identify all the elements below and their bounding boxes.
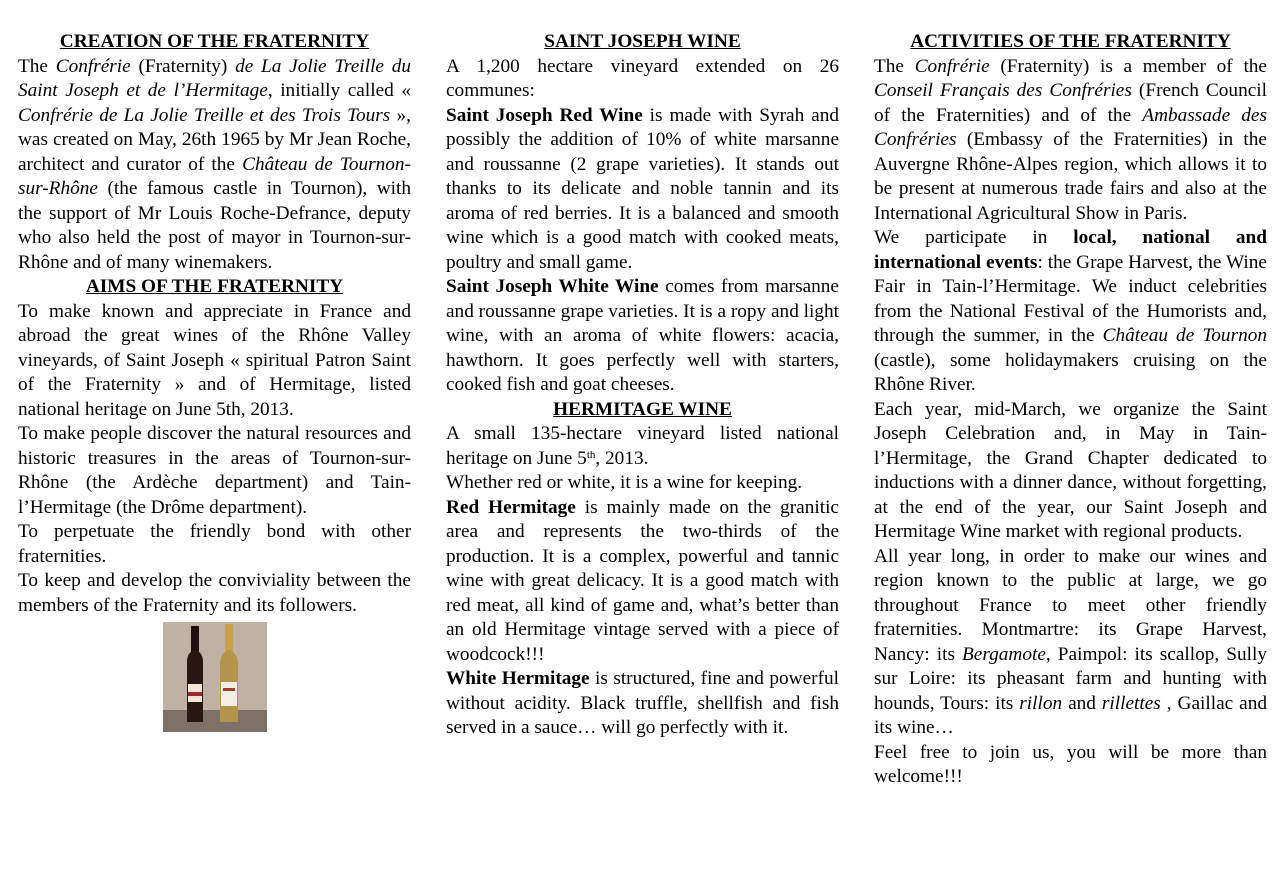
text-run: To perpetuate the friendly bond with other fraternities.	[18, 521, 411, 567]
bold-text: local, national and international events	[874, 227, 1267, 273]
text-run: We participate in	[874, 227, 1074, 248]
column-wines	[446, 30, 839, 741]
paragraph	[18, 300, 411, 423]
text-run: All year long, in order to make our wines and region known to the public at large, we go throughout France to meet other friendly fraternities. Montmartre: its Grape Harvest, Nancy: its	[874, 545, 1267, 665]
paragraph	[446, 55, 839, 104]
italic-text: Confrérie	[914, 55, 990, 77]
text-run: The	[874, 55, 915, 77]
italic-text: de La Jolie Treille du Saint Joseph et de l’Hermitage	[18, 55, 412, 101]
italic-text: Confrérie	[55, 55, 131, 77]
text-run: A 1,200 hectare vineyard extended on 26 communes:	[446, 55, 839, 101]
hermitage-wine-heading: HERMITAGE WINE	[553, 398, 732, 420]
italic-text: Confrérie de La Jolie Treille et des Trois Tours	[18, 104, 391, 126]
text-run: Whether red or white, it is a wine for keeping.	[446, 472, 803, 493]
paragraph	[446, 667, 839, 741]
saint-joseph-wine-heading: SAINT JOSEPH WINE	[544, 31, 741, 52]
paragraph	[18, 55, 411, 276]
bold-text: Red Hermitage	[446, 496, 576, 518]
italic-text: Conseil Français des Confréries	[874, 80, 1132, 101]
text-run: , initially called «	[267, 80, 411, 101]
text-run: », was created on May, 26th 1965 by Mr Jean Roche, architect and curator of the	[18, 104, 412, 175]
italic-text: Château de Tournon-sur-Rhône	[18, 153, 411, 199]
italic-text: Ambassade des Confréries	[874, 104, 1267, 150]
text-run: To make people discover the natural resources and historic treasures in the areas of Tournon-sur-Rhône (the Ardèche department) and Tain-l’Hermitage (the Drôme department).	[18, 423, 411, 518]
paragraph	[874, 226, 1267, 398]
aims-of-the-fraternity-heading: AIMS OF THE FRATERNITY	[85, 276, 344, 297]
text-run: (Fraternity) is a member of the	[989, 55, 1267, 77]
text-run: To make known and appreciate in France and abroad the great wines of the Rhône Valley vineyards, of Saint Joseph « spiritual Patron Saint of the Fraternity » and of Hermitage, listed national heritage on June 5th, 2013.	[18, 300, 411, 420]
text-run: , Paimpol: its scallop, Sully sur Loire: its pheasant farm and hunting with hounds, Tours: its	[874, 643, 1267, 714]
text-run: , 2013.	[595, 447, 649, 469]
bold-text: Saint Joseph Red Wine	[446, 104, 643, 126]
creation-of-the-fraternity-heading: CREATION OF THE FRATERNITY	[59, 31, 370, 52]
paragraph	[18, 422, 411, 520]
text-run: is made with Syrah and possibly the addition of 10% of white marsanne and roussanne (2 grape varieties). It stands out thanks to its delicate and noble tannin and its aroma of red berries. It is a balanced and smooth wine which is a good match with cooked meats, poultry and small game.	[446, 104, 839, 273]
paragraph	[446, 275, 839, 398]
text-run: (the famous castle in Tournon), with the support of Mr Louis Roche-Defrance, deputy who also held the post of mayor in Tournon-sur-Rhône and of many winemakers.	[18, 178, 411, 273]
paragraph	[446, 496, 839, 668]
text-run: th	[586, 448, 596, 461]
text-run: Feel free to join us, you will be more than welcome!!!	[874, 741, 1267, 787]
text-run: comes from marsanne and roussanne grape varieties. It is a ropy and light wine, with an aroma of white flowers: acacia, hawthorn. It goes perfectly well with starters, cooked fish and goat cheeses.	[446, 276, 840, 395]
text-run: (castle), some holidaymakers cruising on the Rhône River.	[874, 349, 1267, 395]
text-run: , Gaillac and its wine…	[874, 692, 1267, 738]
bold-text: White Hermitage	[446, 668, 590, 689]
text-run: Each year, mid-March, we organize the Saint Joseph Celebration and, in May in Tain-l’Hermitage, the Grand Chapter dedicated to inductions with a dinner dance, without forgetting, at the end of the year, our Saint Joseph and Hermitage Wine market with regional products.	[874, 398, 1267, 542]
italic-text: Bergamote	[962, 643, 1046, 665]
bold-text: Saint Joseph White Wine	[446, 276, 659, 297]
text-run: To keep and develop the conviviality between the members of the Fraternity and its followers.	[18, 570, 411, 616]
wine-bottles-illustration	[163, 622, 267, 732]
paragraph	[874, 545, 1267, 741]
column-creation-aims	[18, 30, 411, 732]
text-run: and	[1062, 692, 1102, 714]
wine-bottles-photo	[163, 622, 267, 732]
column-activities	[874, 30, 1267, 790]
text-run: : the Grape Harvest, the Wine Fair in Tain-l’Hermitage. We induct celebrities from the National Festival of the Humorists and, through the summer, in the	[874, 251, 1267, 346]
text-run: (Embassy of the Fraternities) in the Auvergne Rhône-Alpes region, which allows it to be present at numerous trade fairs and also at the International Agricultural Show in Paris.	[874, 129, 1267, 224]
italic-text: rillettes	[1101, 692, 1161, 714]
paragraph	[18, 520, 411, 569]
text-run: The	[18, 55, 56, 77]
activities-of-the-fraternity-heading: ACTIVITIES OF THE FRATERNITY	[910, 31, 1231, 52]
paragraph	[874, 741, 1267, 790]
text-run: is mainly made on the granitic area and represents the two-thirds of the production. It is a complex, powerful and tannic wine with great delicacy. It is a good match with red meat, all kind of game and, what’s better than an old Hermitage vintage served with a piece of woodcock!!!	[446, 496, 839, 665]
paragraph	[446, 471, 839, 496]
text-run: A small 135-hectare vineyard listed national heritage on June 5	[446, 423, 839, 469]
paragraph	[874, 398, 1267, 545]
text-run: is structured, fine and powerful without acidity. Black truffle, shellfish and fish served in a sauce… will go perfectly with it.	[446, 668, 839, 738]
text-run: (French Council of the Fraternities) and of the	[874, 80, 1267, 126]
paragraph	[446, 104, 839, 276]
paragraph	[874, 55, 1267, 227]
italic-text: Château de Tournon	[1102, 325, 1267, 346]
paragraph	[18, 569, 411, 618]
text-run: (Fraternity)	[130, 55, 236, 77]
paragraph	[446, 422, 839, 471]
italic-text: rillon	[1019, 692, 1063, 714]
